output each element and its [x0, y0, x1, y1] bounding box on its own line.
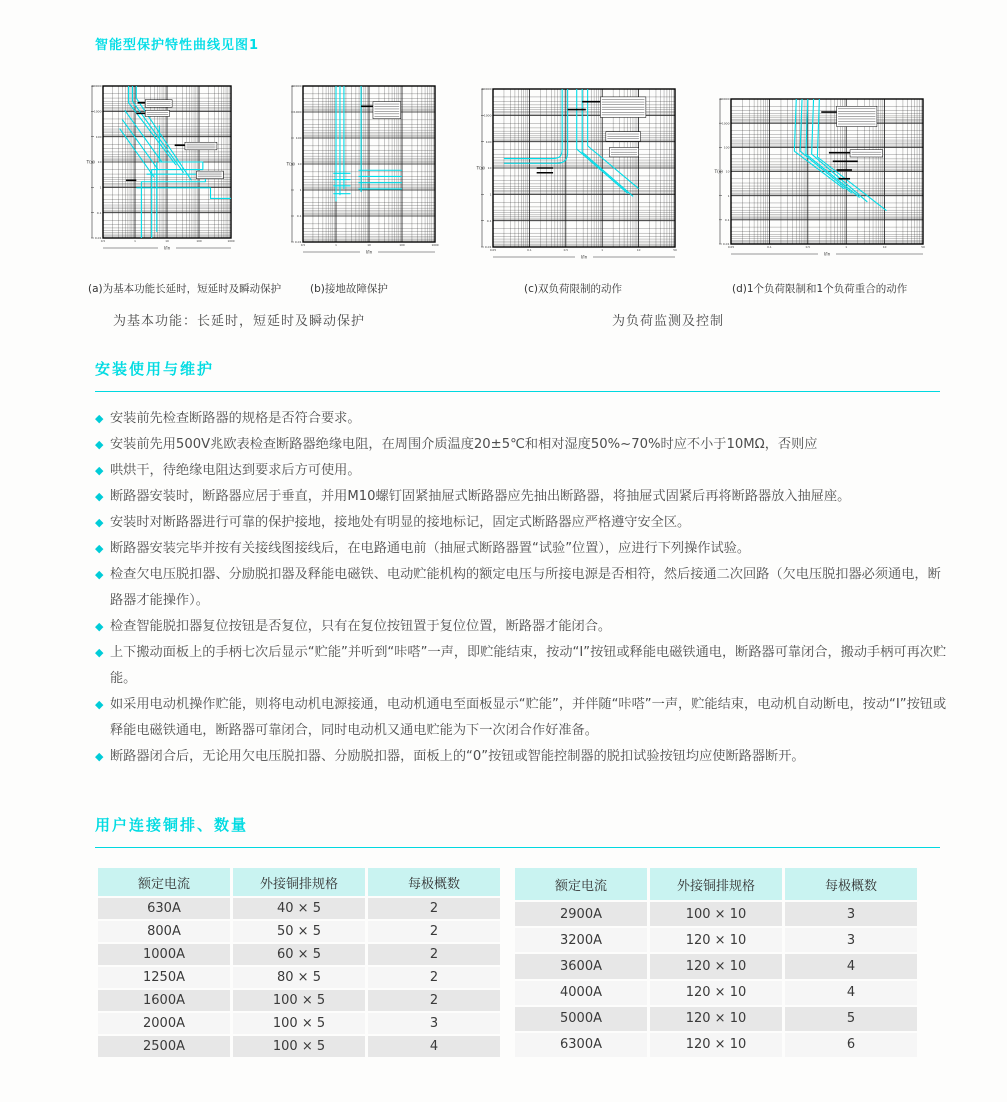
trip-curve: [136, 188, 231, 199]
x-axis-label: I/In: [365, 249, 373, 255]
table-cell: 3: [785, 928, 917, 952]
x-tick-label: 10: [636, 248, 641, 252]
table-cell: 4: [785, 981, 917, 1005]
curve-annotation-box: [145, 110, 169, 116]
table-cell: 120 × 10: [650, 1007, 782, 1031]
x-tick-label: 100: [399, 243, 405, 247]
y-tick-label: 1: [99, 185, 102, 190]
page-title: 智能型保护特性曲线见图1: [95, 38, 260, 53]
table-cell: 120 × 10: [650, 1033, 782, 1057]
instruction-item: [95, 406, 947, 432]
y-tick-label: 1: [489, 192, 492, 197]
x-tick-label: 10: [165, 239, 169, 243]
x-tick-label: 0.1: [527, 248, 532, 252]
table-row: [515, 928, 917, 952]
table-cell: 120 × 10: [650, 928, 782, 952]
y-tick-label: 0.01: [294, 240, 302, 245]
x-tick-label: 1: [134, 239, 136, 243]
y-tick-label: 10: [297, 162, 302, 167]
diamond-bullet-icon: ◆: [95, 568, 104, 581]
protection-curve-plot: [86, 83, 235, 253]
table-cell: 6300A: [515, 1033, 647, 1057]
diamond-bullet-icon: ◆: [95, 750, 104, 763]
chart-single-load-limit: [714, 96, 927, 259]
diamond-bullet-icon: ◆: [95, 438, 104, 451]
section-heading-busbar: 用户连接铜排、数量: [95, 816, 249, 834]
table-cell: 100 × 5: [233, 990, 365, 1011]
table-row: [515, 902, 917, 926]
y-axis-label: T(s): [286, 162, 295, 168]
x-tick-label: 1: [601, 248, 604, 252]
y-tick-label: 0.01: [722, 242, 730, 247]
x-tick-label: 0.05: [727, 245, 735, 249]
table-row: [515, 981, 917, 1005]
diamond-bullet-icon: ◆: [95, 490, 104, 503]
instruction-item: [95, 640, 947, 692]
y-tick-label: 1: [727, 193, 730, 198]
column-header: 外接铜排规格: [650, 868, 782, 900]
instruction-text: 安装时对断路器进行可靠的保护接地，接地处有明显的接地标记，固定式断路器应严格遵守安全区。: [110, 515, 691, 530]
x-tick-label: 1000: [227, 239, 235, 243]
table-row: [98, 1013, 500, 1034]
table-cell: 2: [368, 921, 500, 942]
protection-curve-plot: [476, 86, 679, 262]
table-cell: 100 × 5: [233, 1013, 365, 1034]
table-row: [515, 1007, 917, 1031]
table-cell: 6: [785, 1033, 917, 1057]
table-row: [98, 990, 500, 1011]
y-tick-label: 100: [723, 145, 730, 150]
instruction-text: 安装前先检查断路器的规格是否符合要求。: [110, 411, 361, 426]
curve-annotation-box: [850, 150, 883, 157]
busbar-table-left: [95, 866, 503, 1059]
y-tick-label: 10: [487, 166, 492, 171]
x-axis-label: I/In: [163, 245, 171, 251]
x-tick-label: 50: [673, 248, 677, 252]
y-tick-label: 0.01: [94, 236, 102, 241]
x-axis-label: I/In: [823, 251, 831, 257]
table-row: [98, 944, 500, 965]
chart-ground-fault: [286, 83, 439, 257]
chart-d-caption: (d)1个负荷限制和1个负荷重合的动作: [732, 283, 908, 295]
x-tick-label: 10: [367, 243, 371, 247]
instruction-text: 断路器安装完毕并按有关接线图接线后，在电路通电前（抽屉式断路器置“试验”位置），应进行下列操作试验。: [110, 541, 751, 556]
table-cell: 100 × 10: [650, 902, 782, 926]
instruction-text: 如采用电动机操作贮能，则将电动机电源接通，电动机通电至面板显示“贮能”，并伴随“咔嗒”一声，贮能结束，电动机自动断电，按动“I”按钮或释能电磁铁通电，断路器可靠闭合，同时电动机又通电贮能为下一次闭合作好准备。: [110, 697, 947, 738]
table-cell: 60 × 5: [233, 944, 365, 965]
diamond-bullet-icon: ◆: [95, 646, 104, 659]
y-tick-label: 0.1: [96, 210, 102, 215]
instruction-list: [95, 406, 947, 770]
y-tick-label: 1: [299, 188, 302, 193]
section-heading-install: 安装使用与维护: [95, 360, 215, 378]
x-tick-label: 0.5: [100, 239, 106, 243]
section-rule: [95, 391, 940, 392]
table-cell: 80 × 5: [233, 967, 365, 988]
instruction-item: [95, 536, 947, 562]
column-header: 外接铜排规格: [233, 868, 365, 896]
instruction-text: 检查智能脱扣器复位按钮是否复位，只有在复位按钮置于复位位置，断路器才能闭合。: [110, 619, 612, 634]
table-cell: 2900A: [515, 902, 647, 926]
y-tick-label: 0.1: [296, 214, 302, 219]
table-cell: 4: [785, 954, 917, 978]
table-cell: 2: [368, 990, 500, 1011]
y-tick-label: 10000: [481, 87, 492, 92]
y-tick-label: 0.1: [724, 217, 730, 222]
table-cell: 40 × 5: [233, 898, 365, 919]
instruction-text: 哄烘干，待绝缘电阻达到要求后方可使用。: [110, 463, 361, 478]
table-row: [515, 954, 917, 978]
table-row: [98, 967, 500, 988]
instruction-item: [95, 458, 947, 484]
table-cell: 1600A: [98, 990, 230, 1011]
table-cell: 50 × 5: [233, 921, 365, 942]
y-tick-label: 0.01: [484, 245, 492, 250]
x-tick-label: 0.05: [489, 248, 497, 252]
chart-double-load-limit: [476, 86, 679, 262]
y-tick-label: 1000: [483, 113, 492, 118]
table-cell: 5: [785, 1007, 917, 1031]
table-cell: 3: [368, 1013, 500, 1034]
y-axis-label: T(s): [86, 160, 95, 166]
diamond-bullet-icon: ◆: [95, 412, 104, 425]
busbar-tables: [95, 866, 925, 1059]
y-tick-label: 100: [95, 134, 102, 139]
section-rule: [95, 847, 940, 848]
diamond-bullet-icon: ◆: [95, 620, 104, 633]
y-tick-label: 100: [485, 139, 492, 144]
instruction-text: 安装前先用500V兆欧表检查断路器绝缘电阻，在周围介质温度20±5℃和相对湿度50%~70%时应不小于10MΩ，否则应: [110, 437, 818, 452]
y-axis-label: T(s): [714, 170, 723, 175]
table-cell: 1250A: [98, 967, 230, 988]
diamond-bullet-icon: ◆: [95, 464, 104, 477]
x-tick-label: 100: [196, 239, 202, 243]
protection-curve-plot: [286, 83, 439, 257]
table-cell: 4000A: [515, 981, 647, 1005]
table-cell: 2: [368, 967, 500, 988]
y-tick-label: 1000: [293, 110, 302, 115]
x-tick-label: 50: [921, 245, 925, 249]
instruction-item: [95, 510, 947, 536]
y-tick-label: 10000: [719, 97, 730, 102]
y-tick-label: 0.1: [486, 218, 492, 223]
x-tick-label: 1: [335, 243, 337, 247]
table-cell: 800A: [98, 921, 230, 942]
trip-curve: [504, 89, 562, 159]
table-row: [98, 1036, 500, 1057]
table-row: [98, 898, 500, 919]
table-cell: 4: [368, 1036, 500, 1057]
protection-curve-plot: [714, 96, 927, 259]
table-cell: 2000A: [98, 1013, 230, 1034]
table-cell: 120 × 10: [650, 981, 782, 1005]
table-cell: 1000A: [98, 944, 230, 965]
table-cell: 3: [785, 902, 917, 926]
chart-c-caption: (c)双负荷限制的动作: [524, 283, 622, 295]
instruction-text: 断路器安装时，断路器应居于垂直，并用M10螺钉固紧抽屉式断路器应先抽出断路器，将抽屉式固紧后再将断路器放入抽屉座。: [110, 489, 851, 504]
column-header: 每极概数: [785, 868, 917, 900]
instruction-item: [95, 744, 947, 770]
y-tick-label: 10: [97, 160, 102, 165]
table-cell: 100 × 5: [233, 1036, 365, 1057]
x-tick-label: 10: [882, 245, 887, 249]
instruction-item: [95, 614, 947, 640]
y-tick-label: 100: [295, 136, 302, 141]
instruction-text: 断路器闭合后，无论用欠电压脱扣器、分励脱扣器，面板上的“0”按钮或智能控制器的脱扣试验按钮均应使断路器断开。: [110, 749, 805, 764]
x-tick-label: 1: [845, 245, 848, 249]
diamond-bullet-icon: ◆: [95, 516, 104, 529]
instruction-text: 检查欠电压脱扣器、分励脱扣器及释能电磁铁、电动贮能机构的额定电压与所接电源是否相符，然后接通二次回路（欠电压脱扣器必须通电，断路器才能操作）。: [110, 567, 941, 608]
instruction-item: [95, 562, 947, 614]
table-cell: 2: [368, 898, 500, 919]
column-header: 额定电流: [98, 868, 230, 896]
x-tick-label: 0.1: [767, 245, 772, 249]
column-header: 额定电流: [515, 868, 647, 900]
instruction-item: [95, 692, 947, 744]
table-row: [515, 1033, 917, 1057]
trip-curve: [120, 129, 155, 178]
y-tick-label: 10: [725, 169, 730, 174]
y-tick-label: 1000: [721, 121, 730, 126]
trip-curve: [504, 89, 568, 163]
instruction-item: [95, 484, 947, 510]
y-axis-label: T(s): [476, 166, 485, 172]
trip-curve: [125, 110, 162, 162]
chart-b-caption: (b)接地故障保护: [310, 283, 388, 295]
table-cell: 2: [368, 944, 500, 965]
busbar-table-right: [512, 866, 920, 1059]
column-header: 每极概数: [368, 868, 500, 896]
x-tick-label: 0.5: [805, 245, 811, 249]
chart-a-caption: (a)为基本功能长延时，短延时及瞬动保护: [88, 283, 282, 295]
chart-basic-protection: [86, 83, 235, 253]
x-tick-label: 1000: [431, 243, 439, 247]
y-tick-label: 1000: [93, 109, 102, 114]
x-tick-label: 0.5: [300, 243, 306, 247]
table-cell: 5000A: [515, 1007, 647, 1031]
table-cell: 630A: [98, 898, 230, 919]
group-caption-basic: 为基本功能：长延时，短延时及瞬动保护: [113, 314, 366, 329]
y-tick-label: 10000: [91, 84, 102, 89]
group-caption-load: 为负荷监测及控制: [612, 314, 725, 329]
table-row: [98, 921, 500, 942]
diamond-bullet-icon: ◆: [95, 542, 104, 555]
table-cell: 2500A: [98, 1036, 230, 1057]
table-cell: 3600A: [515, 954, 647, 978]
instruction-item: [95, 432, 947, 458]
x-axis-label: I/In: [580, 254, 588, 260]
x-tick-label: 0.5: [563, 248, 569, 252]
table-cell: 120 × 10: [650, 954, 782, 978]
instruction-text: 上下搬动面板上的手柄七次后显示“贮能”并听到“咔嗒”一声，即贮能结束，按动“I”按钮或释能电磁铁通电，断路器可靠闭合，搬动手柄可再次贮能。: [110, 645, 947, 686]
y-tick-label: 10000: [291, 84, 302, 89]
table-cell: 3200A: [515, 928, 647, 952]
diamond-bullet-icon: ◆: [95, 698, 104, 711]
